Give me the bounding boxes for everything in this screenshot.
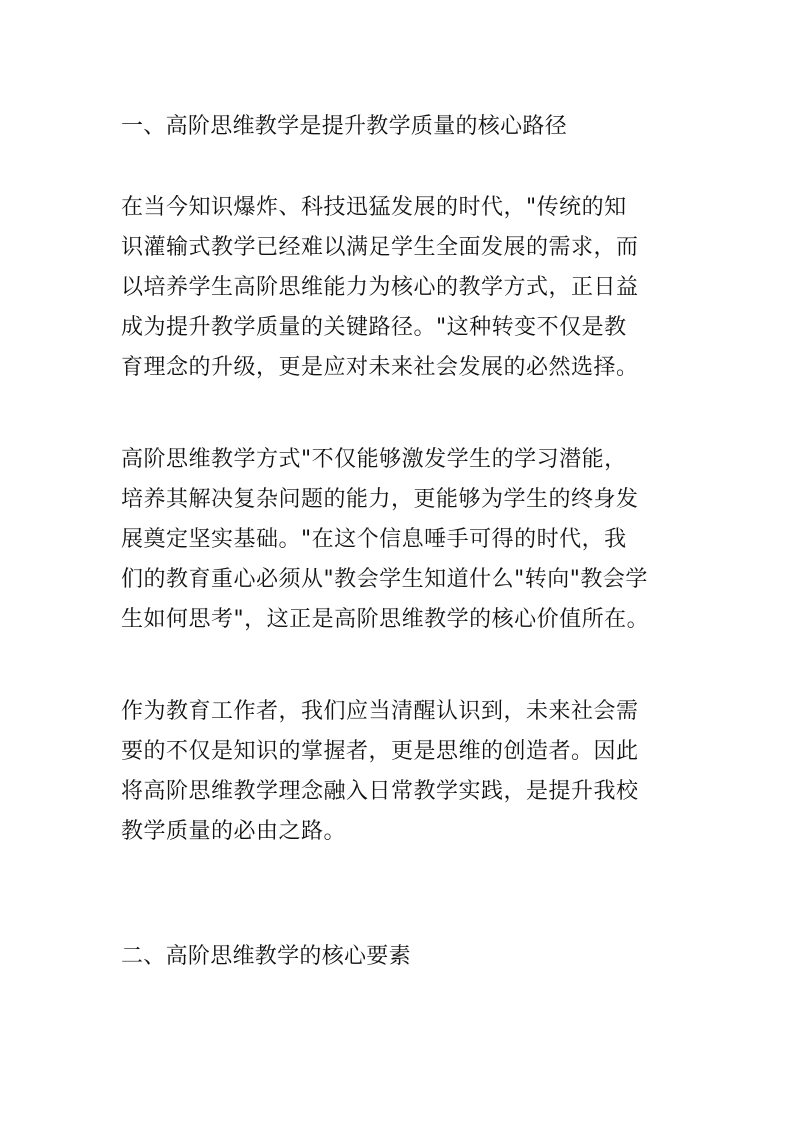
paragraph-line: 作为教育工作者，我们应当清醒认识到，未来社会需 (121, 699, 639, 724)
paragraph-3 (121, 692, 681, 852)
paragraph-line: 成为提升教学质量的关键路径。"这种转变不仅是教 (121, 315, 627, 340)
paragraph-line: 育理念的升级，更是应对未来社会发展的必然选择。 (121, 355, 639, 380)
paragraph-line: 识灌输式教学已经难以满足学生全面发展的需求，而 (121, 235, 639, 260)
paragraph-line: 高阶思维教学方式"不仅能够激发学生的学习潜能， (121, 447, 627, 472)
paragraph-1 (121, 188, 681, 388)
paragraph-2 (121, 440, 681, 640)
paragraph-line: 生如何思考"，这正是高阶思维教学的核心价值所在。 (121, 607, 650, 632)
paragraph-line: 培养其解决复杂问题的能力，更能够为学生的终身发 (121, 487, 639, 512)
paragraph-line: 展奠定坚实基础。"在这个信息唾手可得的时代，我 (121, 527, 627, 552)
paragraph-line: 教学质量的必由之路。 (121, 819, 347, 844)
section-heading-2: 二、高阶思维教学的核心要素 (121, 944, 411, 969)
paragraph-line: 以培养学生高阶思维能力为核心的教学方式，正日益 (121, 275, 639, 300)
section-heading-1: 一、高阶思维教学是提升教学质量的核心路径 (121, 114, 568, 139)
paragraph-line: 们的教育重心必须从"教会学生知道什么"转向"教会学 (121, 567, 648, 592)
paragraph-line: 将高阶思维教学理念融入日常教学实践，是提升我校 (121, 779, 639, 804)
paragraph-line: 要的不仅是知识的掌握者，更是思维的创造者。因此 (121, 739, 639, 764)
paragraph-line: 在当今知识爆炸、科技迅猛发展的时代，"传统的知 (121, 195, 627, 220)
